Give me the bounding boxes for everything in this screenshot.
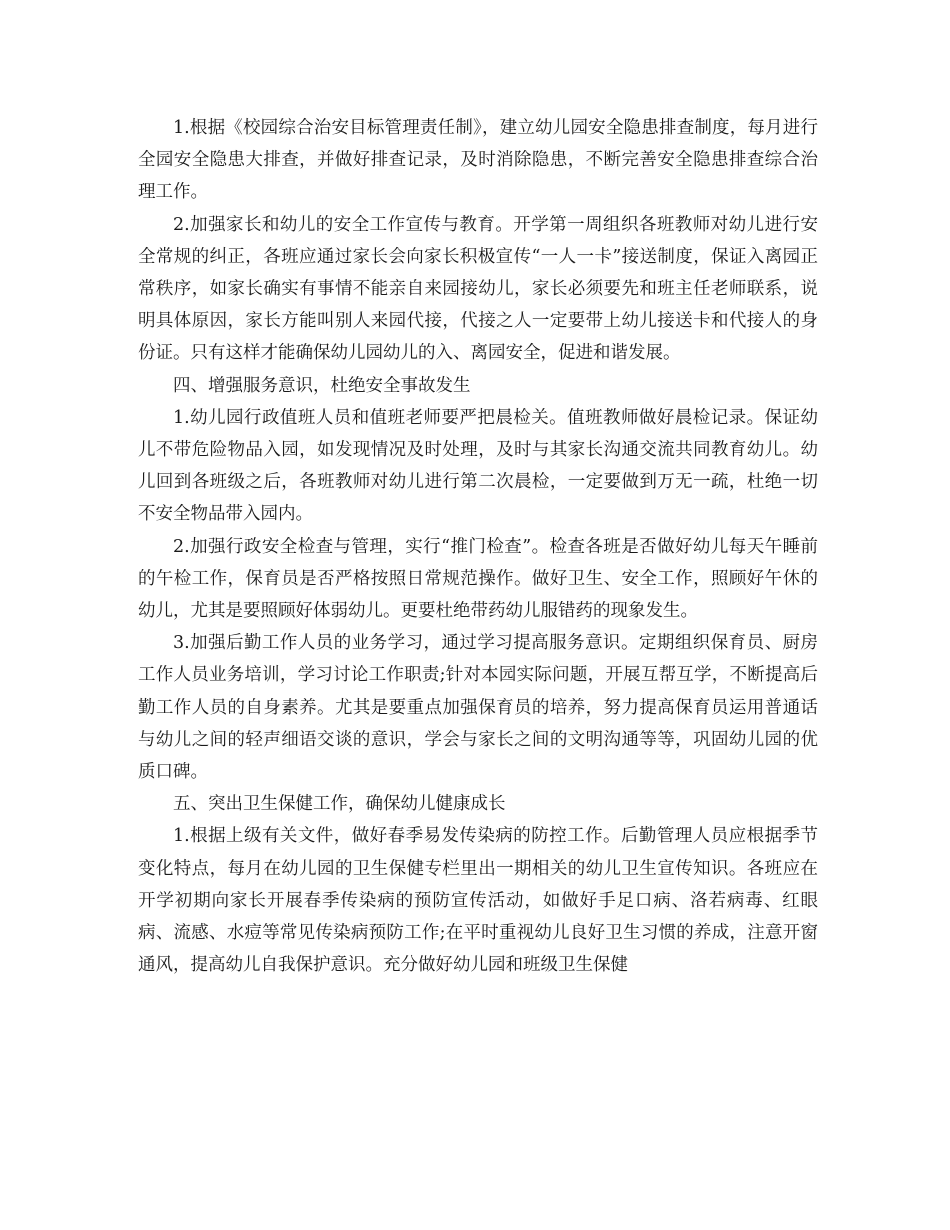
paragraph-staff-training: 3.加强后勤工作人员的业务学习，通过学习提高服务意识。定期组织保育员、厨房工作人员业务培训，学习讨论工作职责;针对本园实际问题，开展互帮互学，不断提高后勤工作人员的自身素养。尤其是要重点加强保育员的培养，努力提高保育员运用普通话与幼儿之间的轻声细语交谈的意识，学会与家长之间的文明沟通等等，巩固幼儿园的优质口碑。	[138, 633, 818, 783]
paragraph-morning-check: 1.幼儿园行政值班人员和值班老师要严把晨检关。值班教师做好晨检记录。保证幼儿不带危险物品入园，如发现情况及时处理，及时与其家长沟通交流共同教育幼儿。幼儿回到各班级之后，各班教师对幼儿进行第二次晨检，一定要做到万无一疏，杜绝一切不安全物品带入园内。	[138, 407, 818, 525]
paragraph-disease-prevention: 1.根据上级有关文件，做好春季易发传染病的防控工作。后勤管理人员应根据季节变化特点，每月在幼儿园的卫生保健专栏里出一期相关的幼儿卫生宣传知识。各班应在开学初期向家长开展春季传染病的预防宣传活动，如做好手足口病、洛若病毒、红眼病、流感、水痘等常见传染病预防工作;在平时重视幼儿良好卫生习惯的养成，注意开窗通风，提高幼儿自我保护意识。充分做好幼儿园和班级卫生保健	[138, 826, 818, 976]
section-heading-service: 四、增强服务意识，杜绝安全事故发生	[173, 375, 471, 396]
section-heading-health: 五、突出卫生保健工作，确保幼儿健康成长	[173, 794, 506, 815]
paragraph-safety-inspection: 1.根据《校园综合治安目标管理责任制》，建立幼儿园安全隐患排查制度，每月进行全园安全隐患大排查，并做好排查记录，及时消除隐患，不断完善安全隐患排查综合治理工作。	[138, 118, 818, 203]
paragraph-parent-education: 2.加强家长和幼儿的安全工作宣传与教育。开学第一周组织各班教师对幼儿进行安全常规的纠正，各班应通过家长会向家长积极宣传“一人一卡”接送制度，保证入离园正常秩序，如家长确实有事情不能亲自来园接幼儿，家长必须要先和班主任老师联系，说明具体原因，家长方能叫别人来园代接，代接之人一定要带上幼儿接送卡和代接人的身份证。只有这样才能确保幼儿园幼儿的入、离园安全，促进和谐发展。	[138, 214, 818, 364]
document-page	[138, 112, 818, 981]
paragraph-admin-inspection: 2.加强行政安全检查与管理，实行“推门检查”。检查各班是否做好幼儿每天午睡前的午检工作，保育员是否严格按照日常规范操作。做好卫生、安全工作，照顾好午休的幼儿，尤其是要照顾好体弱幼儿。更要杜绝带药幼儿服错药的现象发生。	[138, 536, 818, 622]
